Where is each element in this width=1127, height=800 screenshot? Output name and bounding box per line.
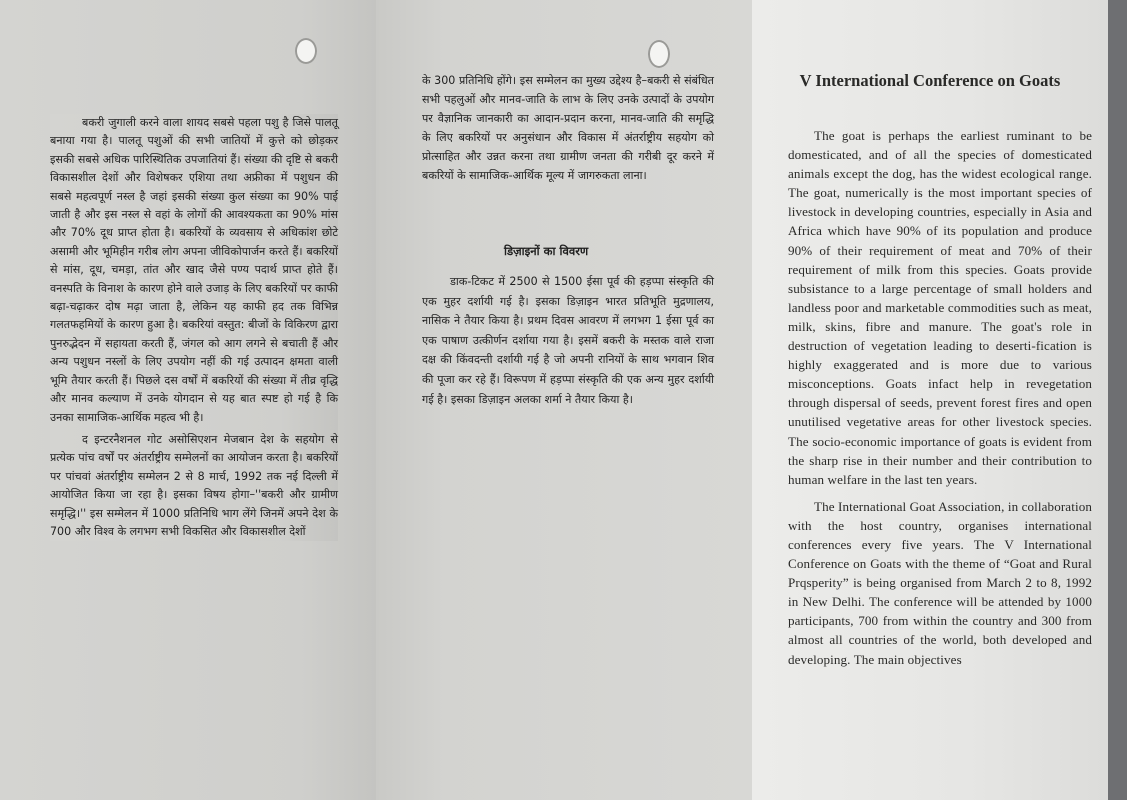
hindi-paragraph-3: के 300 प्रतिनिधि होंगे। इस सम्मेलन का मुख्य उद्देश्य है–बकरी से संबंधित सभी पहलुओं और मानव-जाति के लाभ के लिए उनके उत्पादों के उपयोग पर वैज्ञानिक जानकारी का आदान-प्रदान करना, मानव-जाति की समृद्धि के लिए बकरियों पर अनुसंधान और विकास में अंतर्राष्ट्रीय सहयोग को प्रोत्साहित और उन्नत करना तथा ग्रामीण जनता की गरीबी दूर करने में बकरियों के सामाजिक-आर्थिक मूल्य में जागरुकता लाना। [422,74,714,182]
english-paragraph-1: The goat is perhaps the earliest ruminant to be domesticated, and of all the species of domesticated animals except the dog, has the widest ecological range. The goat, numerically is the most important species of livestock in developing countries, especially in Asia and Africa which have 90% of its population and produce 90% of their requirement of meat and 70% of their requirement of milk from this species. Goats provide subsistance to a large percentage of small holders and landless poor and marketable commodities such as meat, milk, skins, fibre and manure. The goat's role in destruction of vegetation leading to deserti-fication is highly exaggerated and is more due to various misconceptions. Goats infact help in revegetation through dispersal of seeds, prevent forest fires and open unutilised vegetative areas for other livestock species. The socio-economic importance of goats is evident from the sharp rise in their number and their contribution to human welfare in the last ten years. [788,128,1092,487]
hindi-paragraph-2: द इन्टरनैशनल गोट असोसिएशन मेजबान देश के सहयोग से प्रत्येक पांच वर्षों पर अंतर्राष्ट्रीय सम्मेलनों का आयोजन करता है। बकरियों पर पांचवां अंतर्राष्ट्रीय सम्मेलन 2 से 8 मार्च, 1992 तक नई दिल्ली में आयोजित किया जा रहा है। इसका विषय होगा–''बकरी और ग्रामीण समृद्धि।'' इस सम्मेलन में 1000 प्रतिनिधि भाग लेंगे जिनमें अपने देश के 700 और विश्व के लगभग सभी विकसित और विकासशील देशों [50,432,338,538]
design-section-text: डाक-टिकट में 2500 से 1500 ईसा पूर्व की हड़प्पा संस्कृति की एक मुहर दर्शायी गई है। इसका डिज़ाइन भारत प्रतिभूति मुद्रणालय, नासिक ने तैयार किया है। प्रथम दिवस आवरण में लगभग 1 ईसा पूर्व का एक पाषाण उत्कीर्णन दर्शाया गया है। इसमें बकरी के मस्तक वाले राजा दक्ष की किंवदन्ती दर्शायी गई है जो अपनी रानियों के साथ भगवान शिव की पूजा कर रहे हैं। विरूपण में हड़प्पा संस्कृति की एक अन्य मुहर दर्शायी गई है। इसका डिज़ाइन अलका शर्मा ने तैयार किया है। [422,275,714,406]
hindi-middle-text [422,72,714,185]
english-title: V International Conference on Goats [799,71,1061,90]
hindi-paragraph-1: बकरी जुगाली करने वाला शायद सबसे पहला पशु है जिसे पालतू बनाया गया है। पालतू पशुओं की सभी जातियों में कुत्ते को छोड़कर इसकी सबसे अधिक पारिस्थितिक उपजातियां हैं। संख्या की दृष्टि से बकरी विकासशील देशों और विशेषकर एशिया तथा अफ्रीका में पशुधन की सबसे महत्वपूर्ण नस्ल है जहां इसकी संख्या कुल संख्या का 90% पाई जाती है और इस नस्ल से वहां के लोगों की आवश्यकता का 90% मांस और 70% दूध प्राप्त होता है। बकरियों के व्यवसाय से अधिकांश छोटे असामी और भूमिहीन गरीब लोग अपना जीविकोपार्जन करते हैं। बकरियों से मांस, दूध, चमड़ा, तांत और खाद जैसे पण्य पदार्थ प्राप्त होते हैं। वनस्पति के विनाश के कारण होने वाले उजाड़ के लिए बकरियों पर काफी बढ़ा-चढ़ाकर दोष मढ़ा जाता है, लेकिन यह काफी हद तक विभिन्न गलतफहमियों के कारण हुआ है। बकरियां वस्तुत: बीजों के विकिरण द्वारा पुनरुद्भेदन में सहायता करती हैं, जंगल को आग लगने से बचाती हैं और अन्य पशुधन नस्लों के लिए उपयोग नहीं की गई उत्पादन क्षमता वाली भूमि तैयार करती हैं। पिछले दस वर्षों में बकरियों की संख्या में तीव्र वृद्धि और मानव कल्याण में उनके योगदान से यह बात स्पष्ट हो गई है कि उनका सामाजिक-आर्थिक महत्व भी है। [50,116,338,424]
english-text [788,126,1092,669]
hindi-left-text [50,114,338,541]
punch-hole [648,40,670,68]
design-section-title: डिज़ाइनों का विवरण [504,244,589,258]
english-paragraph-2: The International Goat Association, in collaboration with the host country, organises international conferences every five years. The V International Conference on Goats with the theme of “Goat and Rural Prqsperity” is being organised from March 2 to 8, 1992 in New Delhi. The conference will be attended by 1000 participants, 700 from within the country and 300 from almost all countries of the world, both developed and developing. The main objectives [788,498,1092,667]
design-section-text-block [422,272,714,409]
punch-hole [295,38,317,64]
